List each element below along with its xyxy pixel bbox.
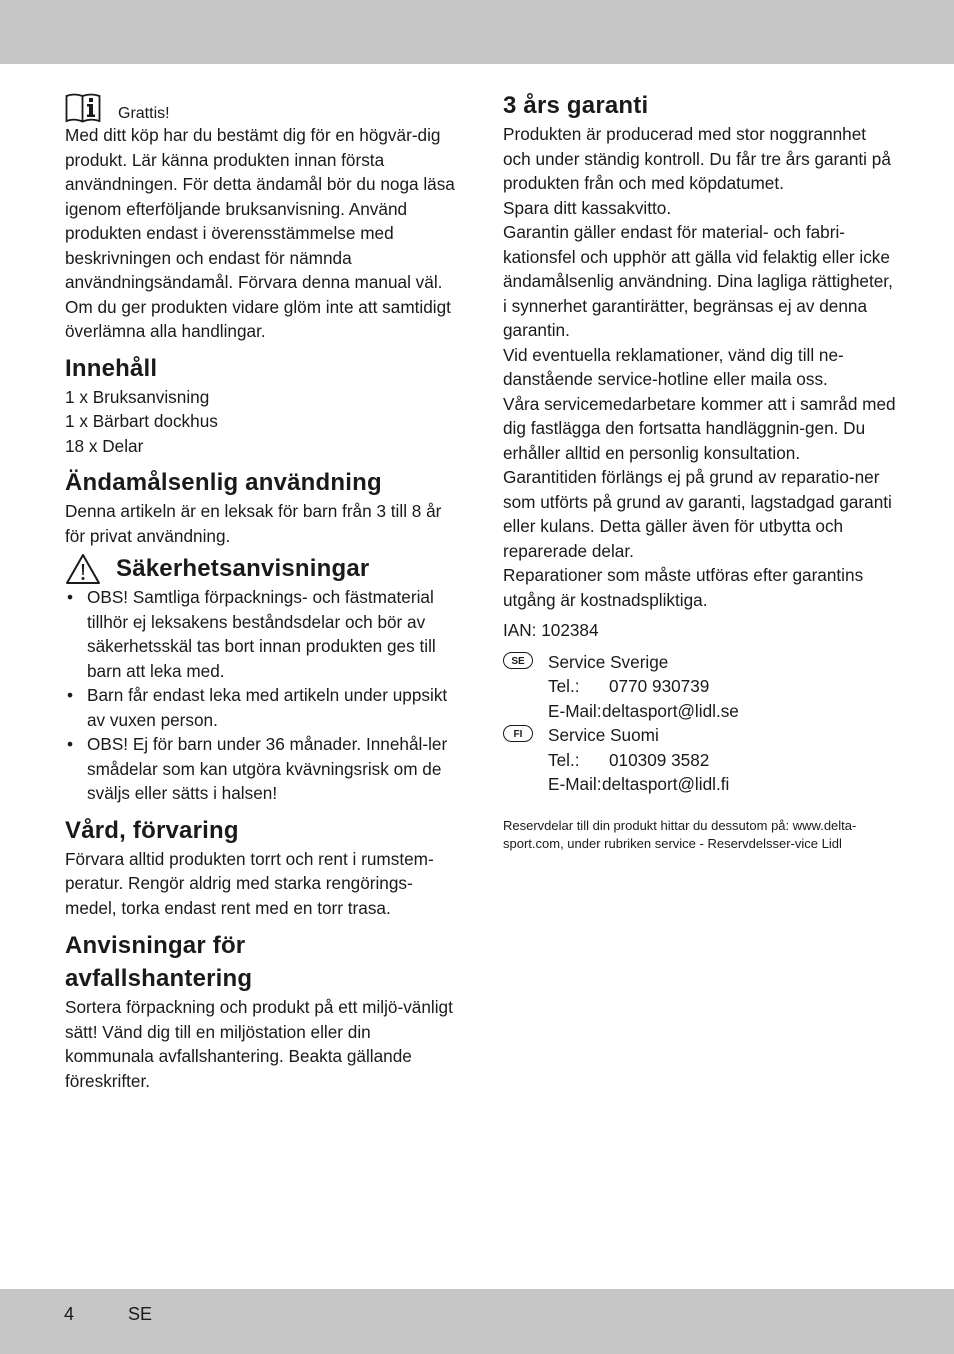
intended-use-heading: Ändamålsenlig användning [65,469,382,496]
service-name: Service Suomi [548,725,659,745]
country-flag-badge: FI [503,725,533,742]
warranty-paragraph: Spara ditt kassakvitto. [503,197,672,218]
left-column [65,92,455,1093]
warranty-heading: 3 års garanti [503,92,649,119]
mail-label: E-Mail: [548,700,602,721]
page-number: 4 [64,1304,75,1324]
service-finland [503,723,898,797]
disposal-heading: Anvisningar för avfallshantering [65,932,253,992]
service-sweden [503,650,898,724]
disposal-text: Sortera förpackning och produkt på ett miljö-vänligt sätt! Vänd dig till en miljöstation eller din kommunala avfallshantering. Beakta gällande föreskrifter. [65,997,453,1091]
info-book-icon [65,92,101,124]
safety-list [65,585,455,806]
list-item: • OBS! Ej för barn under 36 månader. Innehål-ler smådelar som kan utgöra kvävningsrisk om de sväljs eller sätts i halsen! [65,732,455,806]
warranty-paragraph: Garantin gäller endast för material- och fabri-kationsfel och upphör att gälla vid felaktig eller icke ändamålsenlig användning. Dina lagliga rättigheter, i synnerhet garantirätter, begränsas ej av denna garantin. [503,222,893,340]
list-item: 1 x Bruksanvisning [65,386,210,407]
spare-parts-note: Reservdelar till din produkt hittar du dessutom på: www.delta-sport.com, under rubriken service - Reservdelsser-vice Lidl [503,817,857,851]
tel-number: 0770 930739 [609,676,710,696]
warranty-paragraph: Vid eventuella reklamationer, vänd dig till ne-danstående service-hotline eller maila oss. [503,344,844,389]
list-item: • OBS! Samtliga förpacknings- och fästmaterial tillhör ej leksakens beståndsdelar och bör av säkerhetsskäl tas bort innan produkten ges till barn att leka med. [65,585,455,683]
intro-text: Med ditt köp har du bestämt dig för en högvär-dig produkt. Lär känna produkten innan första användningen. För detta ändamål bör du noga läsa igenom efterföljande bruksanvisning. Använd produkten endast i överensstämmelse med beskrivningen och endast för nämnda användningsändamål. Förvara denna manual väl. Om du ger produkten vidare glöm inte att samtidigt överlämna alla handlingar. [65,125,455,341]
mail-address[interactable]: deltasport@lidl.se [602,700,739,721]
intro-heading: Grattis! [118,105,170,122]
service-name: Service Sverige [548,651,669,672]
intro-header [65,92,455,126]
country-flag-badge: SE [503,652,533,669]
mail-address[interactable]: deltasport@lidl.fi [602,774,730,794]
tel-label: Tel.: [548,749,580,770]
header-band [0,0,954,64]
contents-list [65,385,455,459]
warning-triangle-icon [65,553,101,585]
warranty-paragraph: Reparationer som måste utföras efter garantins utgång är kostnadspliktiga. [503,565,864,610]
safety-header [65,552,455,585]
safety-heading: Säkerhetsanvisningar [116,555,370,582]
tel-number: 010309 3582 [609,749,710,770]
care-heading: Vård, förvaring [65,816,239,844]
language-code: SE [128,1304,153,1324]
warranty-paragraph: Garantitiden förlängs ej på grund av reparatio-ner som utförts på grund av garanti, lagstadgad garanti eller kulans. Detta gäller även för utbytta och reparerade delar. [503,467,892,561]
warranty-paragraph: Produkten är producerad med stor noggrannhet och under ständig kontroll. Du får tre års garanti på produkten från och med köpdatumet. [503,124,891,193]
warranty-paragraph: Våra servicemedarbetare kommer att i samråd med dig fastlägga den fortsatta handläggnin-gen. Du erhåller alltid en personlig konsultation. [503,393,896,463]
tel-label: Tel.: [548,676,580,696]
contents-heading: Innehåll [65,354,158,382]
ian-number: IAN: 102384 [503,620,599,640]
list-item: • Barn får endast leka med artikeln under uppsikt av vuxen person. [65,683,455,732]
care-text: Förvara alltid produkten torrt och rent i rumstem-peratur. Rengör aldrig med starka rengörings-medel, torka endast rent med en torr trasa. [65,848,434,918]
mail-label: E-Mail: [548,774,602,794]
intended-use-text: Denna artikeln är en leksak för barn från 3 till 8 år för privat användning. [65,501,442,546]
right-column [503,92,898,854]
list-item: 18 x Delar [65,435,144,456]
list-item: 1 x Bärbart dockhus [65,411,218,431]
